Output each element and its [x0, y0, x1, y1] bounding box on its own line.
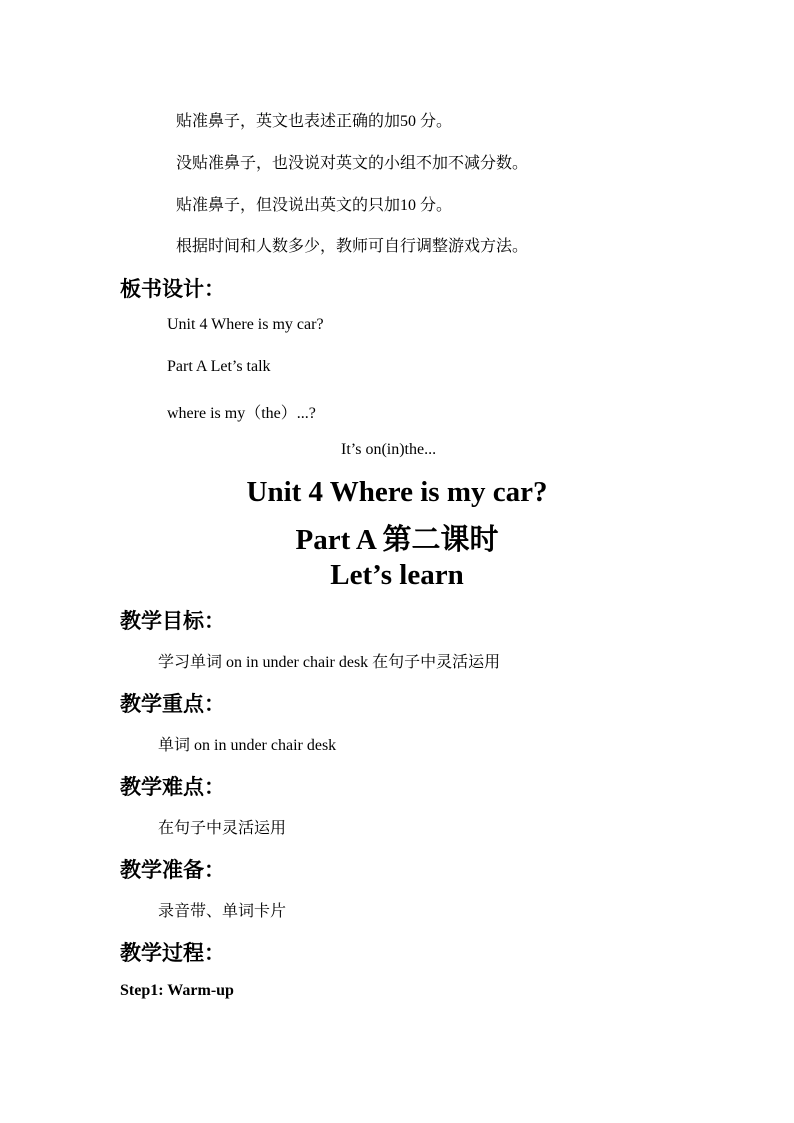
goal-text: 学习单词 on in under chair desk 在句子中灵活运用	[158, 654, 501, 671]
key-points-text: 单词 on in under chair desk	[158, 737, 337, 754]
lesson-title-line1: Unit 4 Where is my car?	[246, 476, 548, 508]
step1-heading: Step1: Warm-up	[120, 982, 234, 999]
process-heading: 教学过程：	[120, 941, 225, 965]
board-line-question: where is my（the）...?	[167, 405, 316, 422]
preparation-heading: 教学准备：	[120, 858, 225, 882]
board-line-answer: It’s on(in)the...	[341, 441, 437, 458]
board-design-heading: 板书设计：	[120, 277, 225, 301]
difficulty-text: 在句子中灵活运用	[158, 820, 287, 837]
key-points-heading: 教学重点：	[120, 692, 225, 716]
rule-line-3: 贴准鼻子，但没说出英文的只加10 分。	[176, 197, 453, 214]
rule-line-4: 根据时间和人数多少，教师可自行调整游戏方法。	[176, 238, 529, 255]
difficulty-heading: 教学难点：	[120, 775, 225, 799]
goal-heading: 教学目标：	[120, 609, 225, 633]
rule-line-2: 没贴准鼻子，也没说对英文的小组不加不减分数。	[176, 155, 529, 172]
lesson-title-line3: Let’s learn	[330, 559, 464, 591]
board-line-part: Part A Let’s talk	[167, 358, 271, 375]
board-line-unit: Unit 4 Where is my car?	[167, 316, 324, 333]
lesson-title-line2: Part A 第二课时	[295, 524, 499, 556]
rule-line-1: 贴准鼻子，英文也表述正确的加50 分。	[176, 113, 453, 130]
preparation-text: 录音带、单词卡片	[158, 903, 287, 920]
